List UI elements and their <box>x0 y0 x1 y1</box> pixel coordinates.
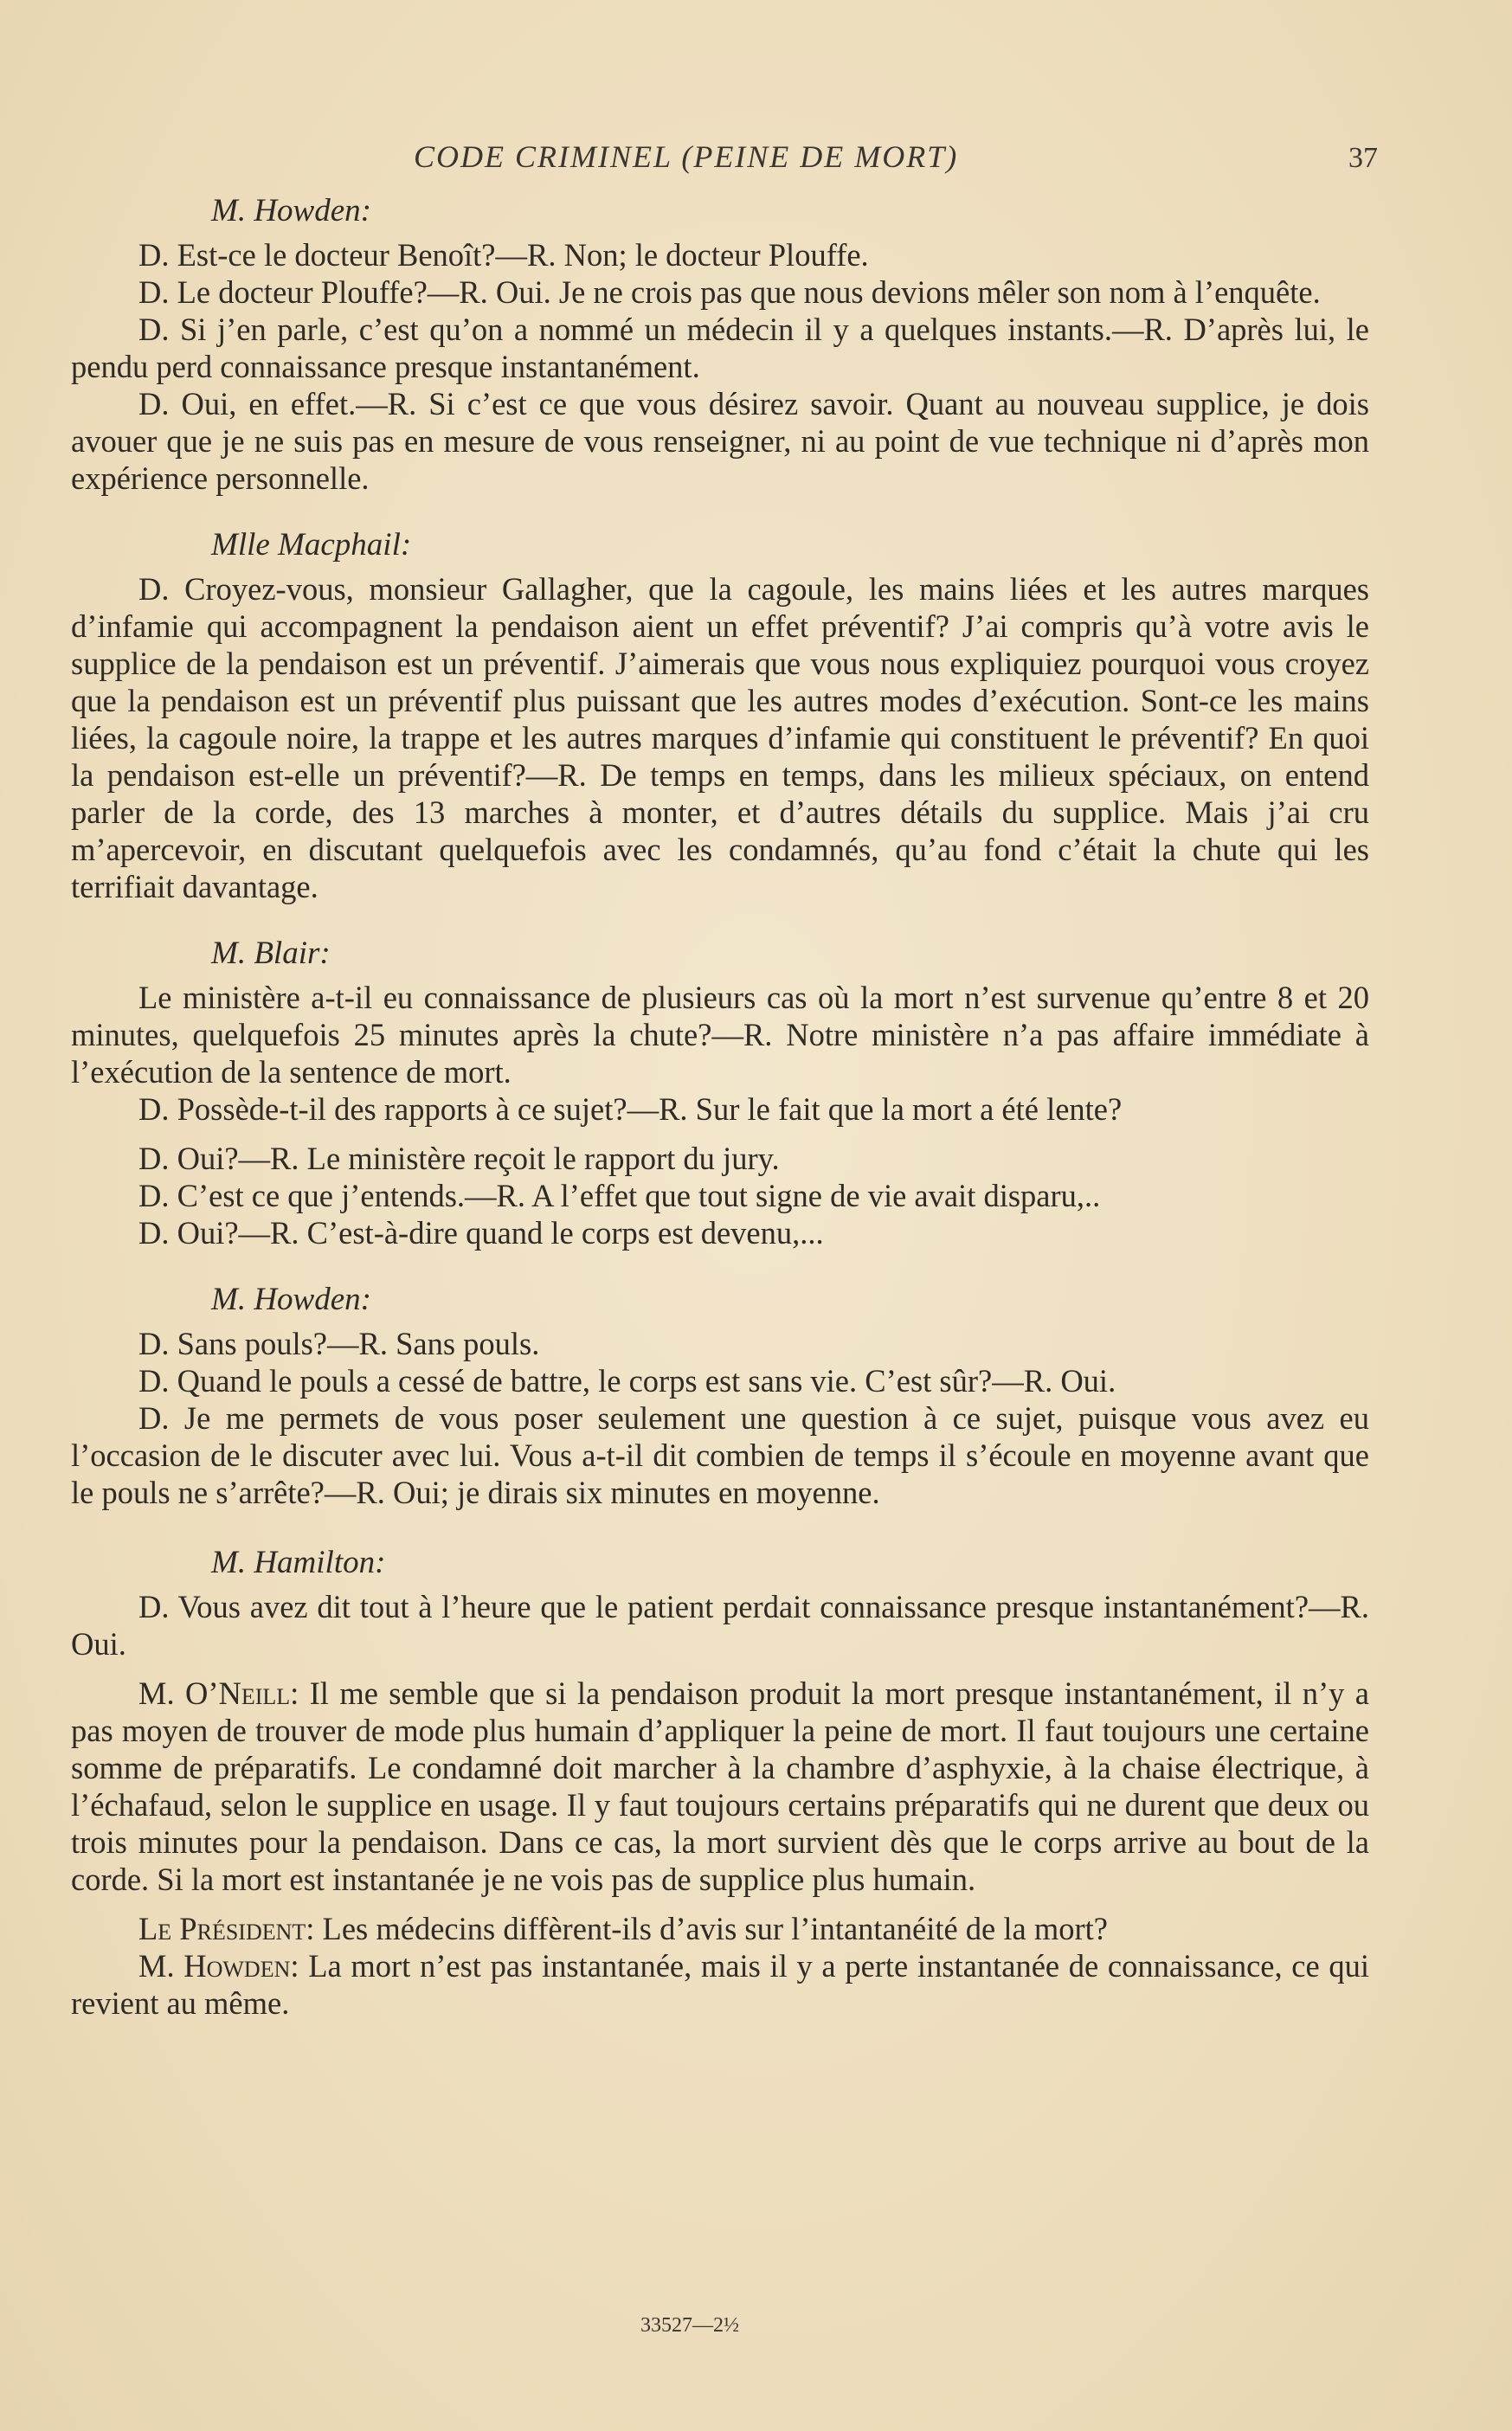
paragraph: D. C’est ce que j’entends.—R. A l’effet que tout signe de vie avait disparu,.. <box>138 1178 1101 1213</box>
paragraph: D. Quand le pouls a cessé de battre, le corps est sans vie. C’est sûr?—R. Oui. <box>138 1363 1116 1399</box>
printer-code: 33527—2½ <box>640 2314 739 2337</box>
body-text <box>71 192 1369 2022</box>
statement-paragraph <box>71 1947 1369 2022</box>
speaker-label: M. Howden: <box>211 1282 371 1317</box>
statement-text: Les médecins diffèrent-ils d’avis sur l’intantanéité de la mort? <box>322 1911 1108 1946</box>
statement-speaker: M. Howden: <box>138 1948 299 1984</box>
page-header <box>0 138 1512 182</box>
paragraph: D. Possède-t-il des rapports à ce sujet?—R. Sur le fait que la mort a été lente? <box>138 1091 1123 1127</box>
paragraph: D. Vous avez dit tout à l’heure que le patient perdait connaissance presque instantanément?—R. Oui. <box>71 1589 1369 1662</box>
speaker-label: M. Howden: <box>211 193 371 228</box>
statement-text: Il me semble que si la pendaison produit la mort presque instantanément, il n’y a pas moyen de trouver de mode plus humain d’appliquer la peine de mort. Il faut toujours une certaine somme de préparatifs. Le condamné doit marcher à la chambre d’asphyxie, à la chaise électrique, à l’échafaud, selon le supplice en usage. Il y faut toujours certains préparatifs qui ne durent que deux ou trois minutes pour la pendaison. Dans ce cas, la mort survient dès que le corps arrive au bout de la corde. Si la mort est instantanée je ne vois pas de supplice plus humain. <box>71 1675 1369 1897</box>
speaker-label: Mlle Macphail: <box>211 527 412 563</box>
paragraph: D. Je me permets de vous poser seulement une question à ce sujet, puisque vous avez eu l’occasion de le discuter avec lui. Vous a-t-il dit combien de temps il s’écoule en moyenne avant que le pouls ne s’arrête?—R. Oui; je dirais six minutes en moyenne. <box>71 1400 1369 1510</box>
paragraph: D. Si j’en parle, c’est qu’on a nommé un médecin il y a quelques instants.—R. D’après lui, le pendu perd connaissance presque instantanément. <box>71 312 1369 384</box>
paragraph: D. Le docteur Plouffe?—R. Oui. Je ne crois pas que nous devions mêler son nom à l’enquête. <box>138 274 1321 310</box>
statement-paragraph <box>71 1910 1369 1947</box>
statement-speaker: M. O’Neill: <box>138 1675 299 1711</box>
statement-speaker: Le Président: <box>138 1911 315 1946</box>
paragraph: D. Oui, en effet.—R. Si c’est ce que vous désirez savoir. Quant au nouveau supplice, je dois avouer que je ne suis pas en mesure de vous renseigner, ni au point de vue technique ni d’après mon expérience personnelle. <box>71 386 1369 496</box>
speaker-label: M. Blair: <box>211 936 331 971</box>
paragraph: D. Sans pouls?—R. Sans pouls. <box>138 1326 540 1361</box>
paragraph: Le ministère a-t-il eu connaissance de plusieurs cas où la mort n’est survenue qu’entre 8 et 20 minutes, quelquefois 25 minutes après la chute?—R. Notre ministère n’a pas affaire immédiate à l’exécution de la sentence de mort. <box>71 980 1369 1090</box>
speaker-label: M. Hamilton: <box>211 1545 386 1580</box>
page-number: 37 <box>1348 142 1378 174</box>
paragraph: D. Croyez-vous, monsieur Gallagher, que la cagoule, les mains liées et les autres marques d’infamie qui accompagnent la pendaison aient un effet préventif? J’ai compris qu’à votre avis le supplice de la pendaison est un préventif. J’aimerais que vous nous expliquiez pourquoi vous croyez que la pendaison est un préventif plus puissant que les autres modes d’exécution. Sont-ce les mains liées, la cagoule noire, la trappe et les autres marques d’infamie qui constituent le préventif? En quoi la pendaison est-elle un préventif?—R. De temps en temps, dans les milieux spéciaux, on entend parler de la corde, des 13 marches à monter, et d’autres détails du supplice. Mais j’ai cru m’apercevoir, en discutant quelquefois avec les condamnés, qu’au fond c’était la chute qui les terrifiait davantage. <box>71 571 1369 904</box>
paragraph: D. Oui?—R. Le ministère reçoit le rapport du jury. <box>138 1141 780 1176</box>
statement-text: La mort n’est pas instantanée, mais il y a perte instantanée de connaissance, ce qui revient au même. <box>71 1948 1369 2021</box>
paragraph: D. Est-ce le docteur Benoît?—R. Non; le docteur Plouffe. <box>138 237 869 273</box>
statement-paragraph <box>71 1675 1369 1898</box>
paragraph: D. Oui?—R. C’est-à-dire quand le corps est devenu,... <box>138 1215 824 1251</box>
running-title: CODE CRIMINEL (PEINE DE MORT) <box>414 139 959 174</box>
